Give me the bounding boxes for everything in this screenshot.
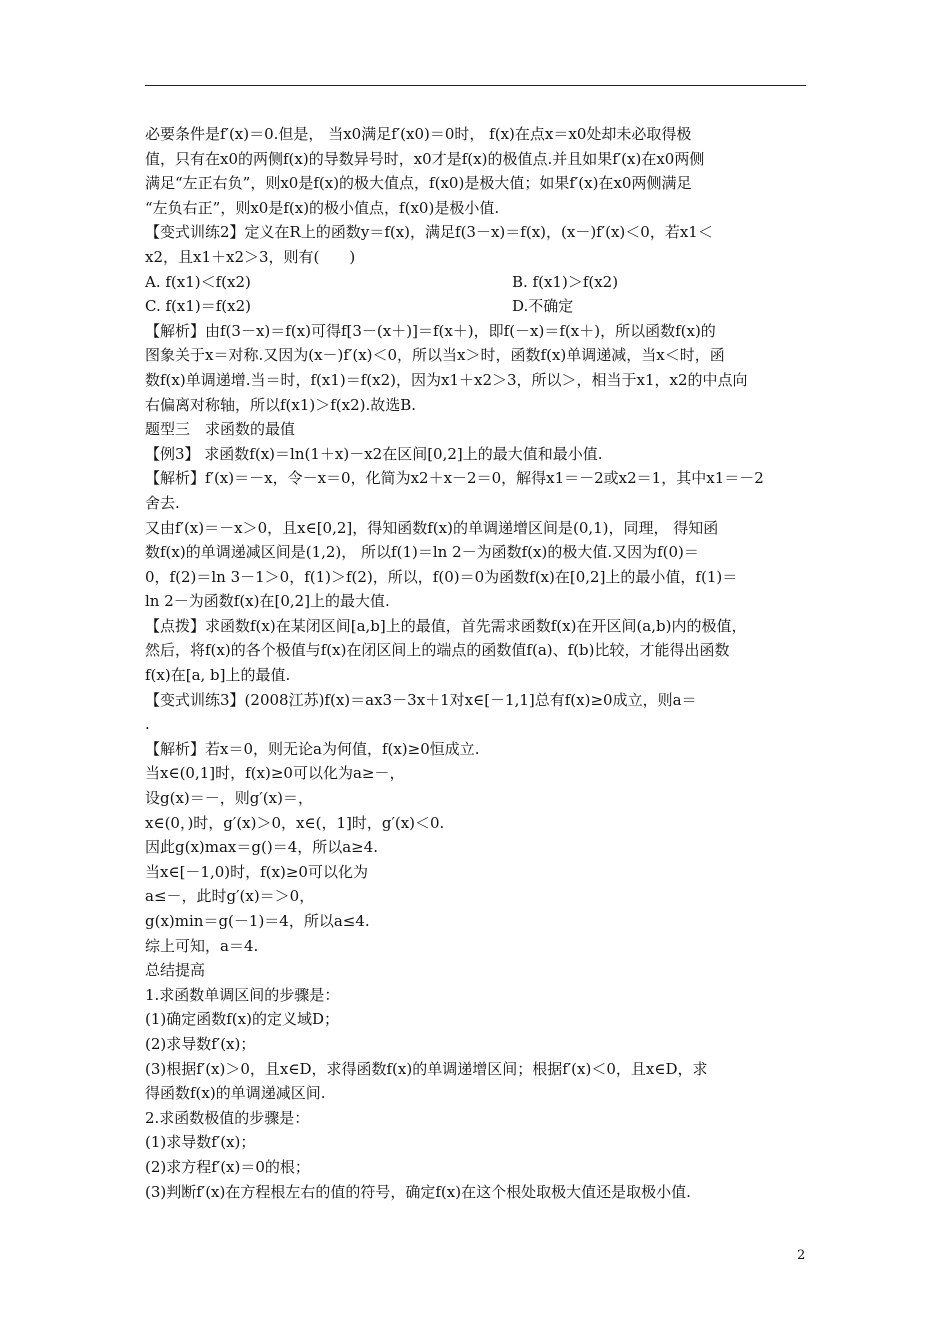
text-line: 【解析】由f(3－x)＝f(x)可得f[3－(x＋)]＝f(x＋)，即f(－x)＝f(x＋)，所以函数f(x)的 (145, 321, 716, 340)
text-line: f(x)在[a, b]上的最值. (145, 666, 291, 685)
text-line: 值，只有在x0的两侧f(x)的导数异号时，x0才是f(x)的极值点.并且如果f′(x)在x0两侧 (145, 149, 705, 168)
text-line: (3)根据f′(x)＞0，且x∈D，求得函数f(x)的单调递增区间；根据f′(x)＜0，且x∈D，求 (145, 1059, 708, 1078)
text-line: 【例3】 求函数f(x)＝ln(1＋x)－x2在区间[0,2]上的最大值和最小值. (145, 444, 603, 463)
text-line: 图象关于x＝对称.又因为(x－)f′(x)＜0，所以当x＞时，函数f(x)单调递减，当x＜时，函 (145, 346, 725, 365)
text-line: 【变式训练3】(2008江苏)f(x)＝ax3－3x＋1对x∈[－1,1]总有f(x)≥0成立，则a＝ (145, 690, 697, 709)
text-line: 0，f(2)＝ln 3－1＞0，f(1)＞f(2)，所以，f(0)＝0为函数f(x)在[0,2]上的最小值，f(1)＝ (145, 567, 738, 586)
text-line: “左负右正”，则x0是f(x)的极小值点，f(x0)是极小值. (145, 198, 500, 217)
option-a: A. f(x1)＜f(x2) (145, 272, 251, 291)
text-line: x2，且x1＋x2＞3，则有( ) (145, 247, 356, 266)
section-heading: 题型三 求函数的最值 (145, 420, 296, 439)
text-line: 【点拨】求函数f(x)在某闭区间[a,b]上的最值，首先需求函数f(x)在开区间(a,b)内的极值， (145, 616, 747, 635)
text-line: (2)求方程f′(x)＝0的根； (145, 1157, 310, 1176)
text-line: 【解析】若x＝0，则无论a为何值，f(x)≥0恒成立. (145, 739, 480, 758)
option-b: B. f(x1)＞f(x2) (512, 272, 619, 291)
option-d: D.不确定 (512, 297, 574, 316)
text-line: a≤－，此时g′(x)＝＞0， (145, 887, 315, 906)
text-line: 舍去. (145, 493, 180, 512)
text-line: g(x)min＝g(－1)＝4，所以a≤4. (145, 912, 370, 930)
text-line: 【解析】f′(x)＝－x，令－x＝0，化简为x2＋x－2＝0，解得x1＝－2或x2＝1，其中x1＝－2 (145, 469, 764, 488)
text-line: ln 2－为函数f(x)在[0,2]上的最大值. (145, 592, 390, 611)
answer-options-row (145, 294, 813, 319)
text-line: . (145, 715, 150, 734)
text-line: 1.求函数单调区间的步骤是： (145, 985, 340, 1004)
text-line: 综上可知，a＝4. (145, 936, 259, 955)
section-heading: 总结提高 (145, 961, 206, 980)
text-line: 然后，将f(x)的各个极值与f(x)在闭区间上的端点的函数值f(a)、f(b)比较，才能得出函数 (145, 641, 730, 660)
text-line: 得函数f(x)的单调递减区间. (145, 1084, 326, 1103)
text-line: 因此g(x)max＝g()＝4，所以a≥4. (145, 838, 379, 857)
page-body (145, 122, 813, 1204)
text-line: 满足“左正右负”，则x0是f(x)的极大值点，f(x0)是极大值；如果f′(x)在x0两侧满足 (145, 174, 692, 193)
text-line: 又由f′(x)＝－x＞0，且x∈[0,2]，得知函数f(x)的单调递增区间是(0,1)，同理， 得知函 (145, 518, 719, 537)
text-line: 必要条件是f′(x)＝0.但是， 当x0满足f′(x0)＝0时， f(x)在点x＝x0处却未必取得极 (145, 125, 692, 143)
text-line: (2)求导数f′(x)； (145, 1034, 256, 1053)
header-rule (145, 85, 806, 86)
text-line: 【变式训练2】定义在R上的函数y＝f(x)，满足f(3－x)＝f(x)，(x－)f′(x)＜0，若x1＜ (145, 223, 713, 242)
text-line: 数f(x)的单调递减区间是(1,2)， 所以f(1)＝ln 2－为函数f(x)的极大值.又因为f(0)＝ (145, 543, 699, 562)
text-line: (3)判断f′(x)在方程根左右的值的符号，确定f(x)在这个根处取极大值还是取极小值. (145, 1182, 691, 1201)
text-line: (1)确定函数f(x)的定义域D； (145, 1010, 339, 1029)
option-c: C. f(x1)＝f(x2) (145, 297, 251, 316)
text-line: 右偏离对称轴，所以f(x1)＞f(x2).故选B. (145, 395, 417, 414)
text-line: 当x∈(0,1]时，f(x)≥0可以化为a≥－， (145, 764, 405, 783)
text-line: 设g(x)＝－，则g′(x)＝， (145, 789, 313, 808)
answer-options-row (145, 270, 813, 295)
text-line: 数f(x)单调递增.当＝时，f(x1)＝f(x2)，因为x1＋x2＞3，所以＞，相当于x1，x2的中点向 (145, 370, 748, 389)
text-line: 2.求函数极值的步骤是： (145, 1108, 310, 1127)
page-number: 2 (797, 1248, 806, 1263)
text-line: x∈(0，)时，g′(x)＞0，x∈(，1]时，g′(x)＜0. (145, 813, 445, 832)
text-line: 当x∈[－1,0)时，f(x)≥0可以化为 (145, 862, 368, 881)
text-line: (1)求导数f′(x)； (145, 1133, 256, 1152)
